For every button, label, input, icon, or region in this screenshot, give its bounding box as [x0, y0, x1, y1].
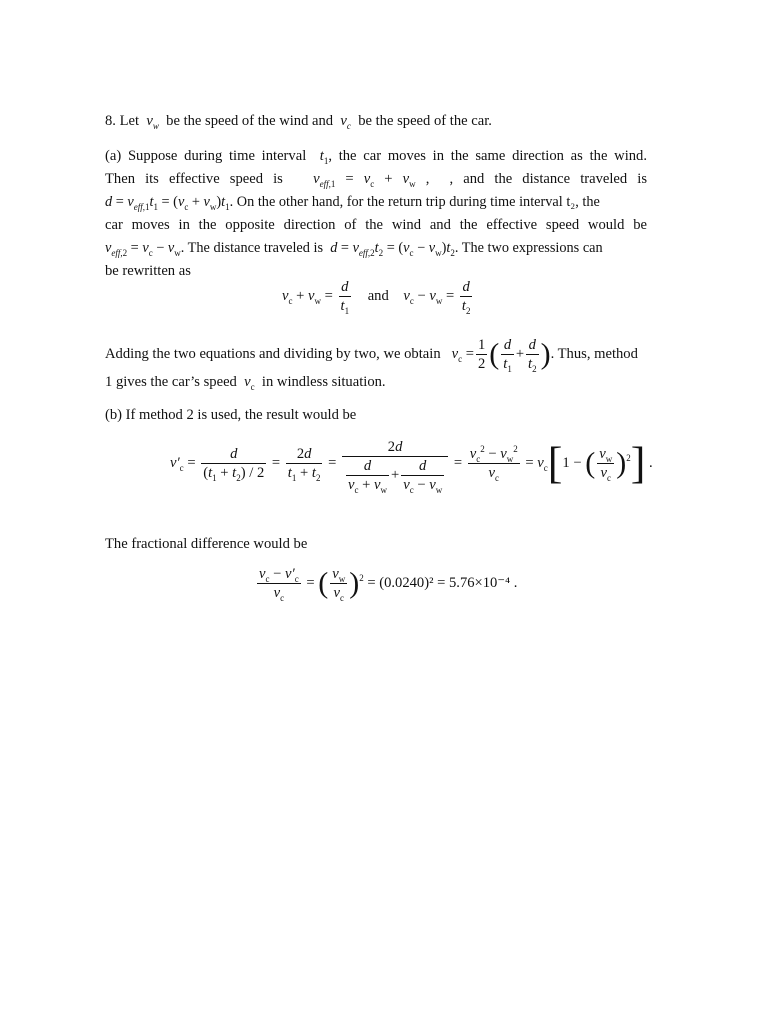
equation-pair: $v_c + v_w$ = $\frac{d}{t_1}$ and $v_c - v_w$ = $\frac{d}{t_2}$ — [282, 279, 471, 316]
problem-number: 8. Let — [105, 113, 140, 129]
adding-line: Adding the two equations and dividing by two, we obtain $v_c$ = $\frac{1}{2}$ ( $\frac{d}{t_1}$ + $\frac{d}{t_2}$ ). Thus, method — [105, 337, 638, 374]
problem-intro — [105, 111, 647, 131]
part-a-line-5: $v_{eff,2} = v_c - v_w$. The distance traveled is $d = v_{eff,2}t_2 = (v_c - v_w)t_2$. The two expressions can — [105, 240, 603, 258]
part-a-line-1: (a) Suppose during time interval $t_1$, the car moves in the same direction as the wind. — [105, 148, 647, 166]
part-a-line-6: be rewritten as — [105, 263, 191, 279]
var-vc: $v_c$ — [340, 113, 351, 131]
intro-end: be the speed of the car. — [358, 113, 492, 129]
part-a-line-4: car moves in the opposite direction of the wind and the effective speed would be — [105, 217, 647, 233]
part-b-line-1: (b) If method 2 is used, the result would be — [105, 407, 357, 423]
var-vw: $v_w$ — [146, 113, 159, 131]
numeric-result: = (0.0240)² = 5.76×10⁻⁴ . — [367, 574, 518, 591]
method-1-line: 1 gives the car’s speed $v_c$ in windless situation. — [105, 374, 386, 392]
fractional-difference-text: The fractional difference would be — [105, 536, 308, 552]
fractional-difference-equation: $\frac{v_c - v'_c}{v_c}$ = ( $\frac{v_w}{v_c}$ )$^2$ = (0.0240)² = 5.76×10⁻⁴ . — [259, 566, 518, 603]
method-2-equation: $v'_c$ = $\frac{d}{(t_1 + t_2) / 2}$ = $\frac{2d}{t_1 + t_2}$ = 2d $\frac{d}{v_c + v_w}$ + $\frac{d}{v_c - v_w}$ = $\frac{v_c^2 - v_w^2}{v_c}$ = $v_c[1$ − ( $\frac{v_w}{v_c}$ )$^2$] . — [170, 438, 653, 495]
part-a-line-3: $d = v_{eff,1}t_1 = (v_c + v_w)t_1$. On the other hand, for the return trip during time interval t₂, the — [105, 194, 600, 212]
part-a-line-2: Then its effective speed is $v_{eff,1} = v_c + v_w$ , , and the distance traveled is — [105, 171, 648, 189]
intro-text: be the speed of the wind and — [166, 113, 334, 129]
